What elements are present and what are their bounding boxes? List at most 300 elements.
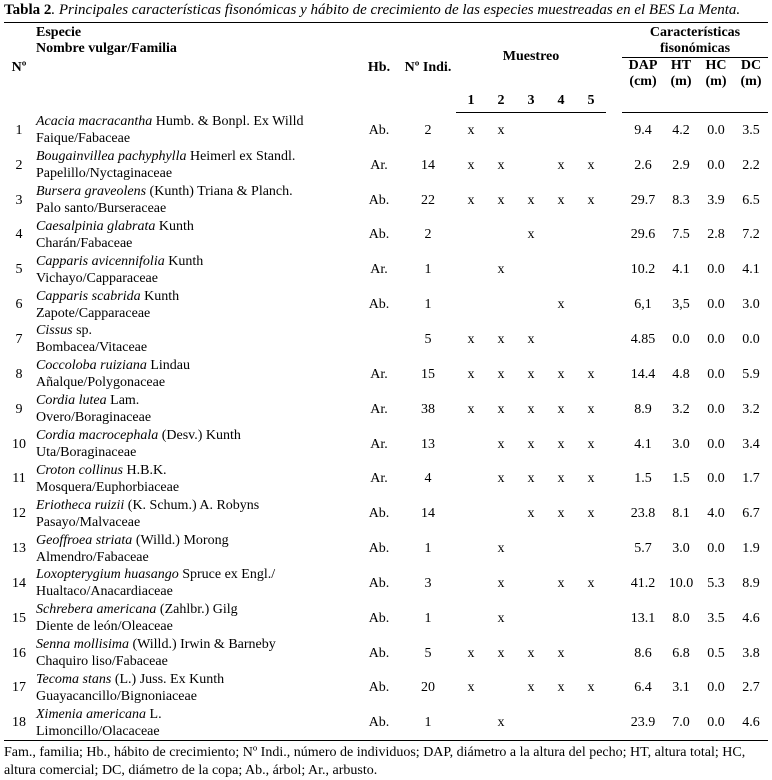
- header-m4: 4: [546, 90, 576, 113]
- sample-2-mark: x: [497, 436, 505, 452]
- sample-3-mark: x: [527, 471, 535, 487]
- table-row: [4, 496, 768, 531]
- scientific-name: Tecoma stans: [36, 671, 112, 687]
- header-no: Nº: [4, 23, 34, 113]
- dc-cell: 3.0: [742, 297, 760, 313]
- header-caracteristicas: [622, 23, 768, 58]
- sample-5-mark: x: [587, 680, 595, 696]
- common-name-family: Mosquera/Euphorbiaceae: [36, 479, 180, 495]
- sample-1-mark: [456, 218, 486, 253]
- ht-cell: 4.8: [672, 366, 690, 382]
- individuals-cell: 22: [421, 192, 435, 208]
- species-author: (L.) Juss. Ex Kunth: [111, 671, 225, 687]
- ht-cell: 3.2: [672, 401, 690, 417]
- caption-text: . Principales características fisonómicas y hábito de crecimiento de las especies muestreadas en el BES La Menta.: [51, 2, 741, 18]
- dap-cell: 29.6: [630, 227, 656, 243]
- scientific-name: Eriotheca ruizii: [36, 497, 125, 513]
- dap-cell: 5.7: [634, 541, 652, 557]
- sample-4-mark: [546, 218, 576, 253]
- dap-cell: 2.6: [634, 157, 652, 173]
- sample-4-mark: [546, 113, 576, 148]
- sample-1-mark: x: [467, 366, 475, 382]
- sample-5-mark: x: [587, 471, 595, 487]
- individuals-cell: 1: [424, 297, 432, 313]
- species-line: [36, 671, 358, 688]
- header-ht: [664, 58, 698, 91]
- sample-1-mark: [456, 496, 486, 531]
- species-cell: [34, 148, 358, 183]
- ht-cell: 4.1: [672, 262, 690, 278]
- habit-cell: Ab.: [368, 575, 390, 591]
- habit-cell: Ab.: [368, 680, 390, 696]
- header-dap: [622, 58, 664, 91]
- row-number: 4: [15, 227, 23, 243]
- dap-cell: 9.4: [634, 122, 652, 138]
- header-species-line2: Nombre vulgar/Familia: [36, 41, 177, 56]
- table-row: [4, 461, 768, 496]
- species-cell: [34, 705, 358, 740]
- sample-4-mark: x: [557, 366, 565, 382]
- dc-cell: 6.7: [742, 506, 760, 522]
- sample-5-mark: [576, 218, 606, 253]
- sample-3-mark: [516, 287, 546, 322]
- sample-3-mark: x: [527, 331, 535, 347]
- species-line: [36, 392, 358, 409]
- species-line: [36, 427, 358, 444]
- sample-4-mark: [546, 531, 576, 566]
- dap-cell: 41.2: [630, 575, 656, 591]
- habit-cell: Ar.: [370, 436, 388, 452]
- table-row: [4, 601, 768, 636]
- individuals-cell: 38: [421, 401, 435, 417]
- species-author: Heimerl ex Standl.: [186, 149, 296, 165]
- ht-cell: 3.0: [672, 541, 690, 557]
- sample-5-mark: [576, 601, 606, 636]
- sample-2-mark: x: [497, 471, 505, 487]
- habit-cell: Ab.: [368, 297, 390, 313]
- dc-cell: 7.2: [742, 227, 760, 243]
- habit-cell: Ar.: [370, 471, 388, 487]
- species-cell: [34, 218, 358, 253]
- table-row: [4, 113, 768, 148]
- sample-5-mark: [576, 113, 606, 148]
- hc-cell: 3.9: [707, 192, 725, 208]
- header-m2: 2: [486, 90, 516, 113]
- habit-cell: Ab.: [368, 645, 390, 661]
- habit-cell: Ab.: [358, 705, 400, 740]
- row-number: 15: [12, 610, 26, 626]
- sample-3-mark: [516, 705, 546, 740]
- sample-1-mark: x: [467, 157, 475, 173]
- sample-3-mark: x: [527, 366, 535, 382]
- sample-1-mark: x: [467, 680, 475, 696]
- hc-cell: 3.5: [707, 610, 725, 626]
- dap-cell: 6,1: [634, 297, 652, 313]
- header-dap-line1: DAP: [628, 58, 658, 73]
- sample-1-mark: [456, 461, 486, 496]
- ht-cell: 4.2: [672, 122, 690, 138]
- species-author: (Kunth) Triana & Planch.: [146, 184, 293, 200]
- sample-4-mark: [546, 322, 576, 357]
- individuals-cell: 3: [424, 575, 432, 591]
- species-line: [36, 497, 358, 514]
- scientific-name: Capparis scabrida: [36, 288, 141, 304]
- header-dc-line2: (m): [740, 74, 762, 89]
- individuals-cell: 1: [424, 541, 432, 557]
- scientific-name: Schrebera americana: [36, 602, 157, 618]
- header-hc: [698, 58, 734, 91]
- dc-cell: 2.2: [742, 157, 760, 173]
- sample-2-mark: [486, 496, 516, 531]
- ht-cell: 2.9: [672, 157, 690, 173]
- species-author: Kunth: [164, 253, 204, 269]
- sample-2-mark: x: [497, 610, 505, 626]
- hc-cell: 0.0: [707, 262, 725, 278]
- species-line: [36, 218, 358, 235]
- sample-1-mark: [456, 601, 486, 636]
- species-author: sp.: [72, 323, 93, 339]
- habit-cell: Ar.: [370, 262, 388, 278]
- sample-4-mark: x: [557, 157, 565, 173]
- species-cell: [34, 252, 358, 287]
- individuals-cell: 5: [424, 645, 432, 661]
- individuals-cell: 2: [424, 122, 432, 138]
- individuals-cell: 1: [424, 610, 432, 626]
- row-number: 16: [12, 645, 26, 661]
- sample-3-mark: x: [527, 192, 535, 208]
- sample-5-mark: [576, 531, 606, 566]
- sample-4-mark: x: [557, 645, 565, 661]
- header-muestreo: Muestreo: [456, 23, 606, 91]
- sample-1-mark: x: [467, 122, 475, 138]
- caption-label: Tabla 2: [4, 2, 52, 18]
- scientific-name: Loxopterygium huasango: [36, 567, 179, 583]
- scientific-name: Senna mollisima: [36, 637, 129, 653]
- species-author: (Zahlbr.) Gilg: [156, 602, 238, 618]
- row-number: 12: [12, 506, 26, 522]
- ht-cell: 10.0: [668, 575, 694, 591]
- dc-cell: 2.7: [742, 680, 760, 696]
- species-cell: [34, 322, 358, 357]
- document-page: [4, 0, 768, 780]
- species-line: [36, 253, 358, 270]
- scientific-name: Ximenia americana: [36, 706, 147, 722]
- sample-2-mark: x: [497, 366, 505, 382]
- sample-1-mark: [456, 566, 486, 601]
- habit-cell: Ar.: [370, 366, 388, 382]
- dc-cell: 4.1: [742, 262, 760, 278]
- dc-cell: 3.8: [742, 645, 760, 661]
- table-header: [4, 23, 768, 113]
- species-author: L.: [146, 706, 162, 722]
- sample-3-mark: x: [527, 506, 535, 522]
- common-name-family: Almendro/Fabaceae: [36, 549, 149, 565]
- dap-cell: 29.7: [630, 192, 656, 208]
- hc-cell: 0.0: [698, 705, 734, 740]
- dap-cell: 1.5: [634, 471, 652, 487]
- scientific-name: Cordia lutea: [36, 393, 107, 409]
- sample-5-mark: x: [587, 436, 595, 452]
- habit-cell: Ab.: [368, 610, 390, 626]
- table-row: [4, 636, 768, 671]
- ht-cell: 8.3: [672, 192, 690, 208]
- common-name-family: Vichayo/Capparaceae: [36, 270, 158, 286]
- dc-cell: 3.2: [742, 401, 760, 417]
- dap-cell: 14.4: [630, 366, 656, 382]
- hc-cell: 0.0: [707, 436, 725, 452]
- individuals-cell: 14: [421, 157, 435, 173]
- hc-cell: 0.0: [707, 401, 725, 417]
- scientific-name: Geoffroea striata: [36, 532, 133, 548]
- hc-cell: 0.0: [707, 297, 725, 313]
- header-dc-line1: DC: [740, 58, 762, 73]
- sample-5-mark: x: [587, 192, 595, 208]
- individuals-cell: 5: [424, 331, 432, 347]
- table-row: [4, 531, 768, 566]
- table-body: [4, 113, 768, 741]
- species-author: Spruce ex Engl./: [178, 567, 276, 583]
- sample-4-mark: [546, 252, 576, 287]
- sample-2-mark: x: [486, 705, 516, 740]
- header-car-line2: fisonómicas: [660, 41, 731, 56]
- species-cell: [34, 427, 358, 462]
- species-author: H.B.K.: [123, 462, 167, 478]
- habit-cell: Ab.: [368, 122, 390, 138]
- dap-cell: 8.6: [634, 645, 652, 661]
- sample-2-mark: x: [497, 192, 505, 208]
- table-row: [4, 705, 768, 740]
- common-name-family: Guayacancillo/Bignoniaceae: [36, 688, 197, 704]
- sample-5-mark: [576, 636, 606, 671]
- dap-cell: 6.4: [634, 680, 652, 696]
- header-ht-line1: HT: [670, 58, 692, 73]
- habit-cell: [358, 322, 400, 357]
- hc-cell: 0.0: [707, 680, 725, 696]
- species-author: Lam.: [106, 393, 140, 409]
- common-name-family: Hualtaco/Anacardiaceae: [36, 584, 173, 600]
- ht-cell: 3,5: [672, 297, 690, 313]
- table-row: [4, 392, 768, 427]
- ht-cell: 7.5: [672, 227, 690, 243]
- common-name-family: Zapote/Capparaceae: [36, 305, 151, 321]
- habit-cell: Ab.: [368, 227, 390, 243]
- individuals-cell: 20: [421, 680, 435, 696]
- sample-1-mark: [456, 287, 486, 322]
- dap-cell: 8.9: [634, 401, 652, 417]
- row-number: 5: [15, 262, 23, 278]
- common-name-family: Diente de león/Oleaceae: [36, 619, 173, 635]
- sample-1-mark: x: [467, 331, 475, 347]
- sample-3-mark: [516, 252, 546, 287]
- sample-2-mark: x: [497, 645, 505, 661]
- individuals-cell: 13: [421, 436, 435, 452]
- dc-cell: 5.9: [742, 366, 760, 382]
- row-number: 6: [15, 297, 23, 313]
- row-number: 8: [15, 366, 23, 382]
- dc-cell: 4.6: [734, 705, 768, 740]
- sample-2-mark: x: [497, 157, 505, 173]
- ht-cell: 8.1: [672, 506, 690, 522]
- header-car-line1: Características: [649, 25, 741, 40]
- sample-4-mark: x: [557, 575, 565, 591]
- header-ind: Nº Indi.: [400, 23, 456, 113]
- individuals-cell: 15: [421, 366, 435, 382]
- sample-3-mark: [516, 566, 546, 601]
- species-cell: [34, 636, 358, 671]
- ht-cell: 3.0: [672, 436, 690, 452]
- individuals-cell: 1: [400, 705, 456, 740]
- sample-3-mark: x: [527, 680, 535, 696]
- dc-cell: 0.0: [742, 331, 760, 347]
- species-author: Lindau: [146, 358, 190, 374]
- common-name-family: Charán/Fabaceae: [36, 235, 133, 251]
- sample-2-mark: [486, 671, 516, 706]
- scientific-name: Croton collinus: [36, 462, 123, 478]
- table-row: [4, 252, 768, 287]
- table-row: [4, 427, 768, 462]
- species-cell: [34, 531, 358, 566]
- scientific-name: Acacia macracantha: [36, 114, 153, 130]
- individuals-cell: 14: [421, 506, 435, 522]
- sample-4-mark: x: [557, 436, 565, 452]
- sample-4-mark: x: [557, 297, 565, 313]
- common-name-family: Chaquiro liso/Fabaceae: [36, 654, 168, 670]
- header-m1: 1: [456, 90, 486, 113]
- species-cell: [34, 183, 358, 218]
- sample-5-mark: x: [587, 157, 595, 173]
- table-row: [4, 218, 768, 253]
- row-number: 10: [12, 436, 26, 452]
- dap-cell: 10.2: [630, 262, 656, 278]
- sample-1-mark: [456, 252, 486, 287]
- row-number: 9: [15, 401, 23, 417]
- common-name-family: Faique/Fabaceae: [36, 131, 131, 147]
- species-author: Kunth: [155, 218, 194, 234]
- sample-2-mark: x: [497, 575, 505, 591]
- ht-cell: 1.5: [672, 471, 690, 487]
- ht-cell: 7.0: [664, 705, 698, 740]
- header-m3: 3: [516, 90, 546, 113]
- species-line: [36, 532, 358, 549]
- dap-cell: 23.8: [630, 506, 656, 522]
- ht-cell: 0.0: [672, 331, 690, 347]
- species-cell: [34, 392, 358, 427]
- dc-cell: 8.9: [742, 575, 760, 591]
- sample-4-mark: x: [557, 680, 565, 696]
- sample-4-mark: x: [557, 401, 565, 417]
- hc-cell: 5.3: [707, 575, 725, 591]
- dap-cell: 4.85: [630, 331, 656, 347]
- scientific-name: Capparis avicennifolia: [36, 253, 165, 269]
- header-dap-line2: (cm): [629, 74, 657, 89]
- dc-cell: 1.9: [742, 541, 760, 557]
- habit-cell: Ar.: [370, 401, 388, 417]
- species-author: (Desv.) Kunth: [158, 428, 241, 444]
- table-row: [4, 671, 768, 706]
- common-name-family: Bombacea/Vitaceae: [36, 340, 148, 356]
- sample-1-mark: x: [467, 645, 475, 661]
- species-author: Kunth: [140, 288, 180, 304]
- sample-1-mark: [456, 427, 486, 462]
- dc-cell: 3.5: [742, 122, 760, 138]
- scientific-name: Cordia macrocephala: [36, 428, 159, 444]
- sample-5-mark: x: [587, 401, 595, 417]
- scientific-name: Bursera graveolens: [36, 184, 147, 200]
- hc-cell: 0.0: [707, 471, 725, 487]
- ht-cell: 8.0: [672, 610, 690, 626]
- sample-3-mark: [516, 148, 546, 183]
- header-m5: 5: [576, 90, 606, 113]
- species-cell: [34, 496, 358, 531]
- species-author: (Willd.) Morong: [132, 532, 229, 548]
- species-author: (K. Schum.) A. Robyns: [124, 497, 260, 513]
- row-number: 11: [12, 471, 26, 487]
- common-name-family: Papelillo/Nyctaginaceae: [36, 166, 173, 182]
- sample-1-mark: [456, 705, 486, 740]
- hc-cell: 0.0: [707, 366, 725, 382]
- dc-cell: 6.5: [742, 192, 760, 208]
- sample-5-mark: [576, 705, 606, 740]
- table-row: [4, 322, 768, 357]
- scientific-name: Coccoloba ruiziana: [36, 358, 147, 374]
- table-row: [4, 183, 768, 218]
- hc-cell: 2.8: [707, 227, 725, 243]
- header-species: [34, 23, 358, 113]
- sample-4-mark: x: [557, 192, 565, 208]
- species-line: [36, 706, 358, 723]
- sample-1-mark: x: [467, 401, 475, 417]
- header-dc: [734, 58, 768, 91]
- dap-cell: 4.1: [634, 436, 652, 452]
- common-name-family: Palo santo/Burseraceae: [36, 201, 167, 217]
- species-line: [36, 288, 358, 305]
- ht-cell: 3.1: [672, 680, 690, 696]
- sample-2-mark: [486, 218, 516, 253]
- row-number: 13: [12, 541, 26, 557]
- sample-3-mark: x: [527, 436, 535, 452]
- sample-2-mark: x: [497, 541, 505, 557]
- sample-1-mark: x: [467, 192, 475, 208]
- row-number: 18: [4, 705, 34, 740]
- header-species-line1: Especie: [36, 25, 82, 40]
- species-cell: [34, 671, 358, 706]
- sample-2-mark: [486, 287, 516, 322]
- sample-3-mark: x: [527, 227, 535, 243]
- hc-cell: 0.0: [707, 541, 725, 557]
- species-line: [36, 566, 358, 583]
- sample-5-mark: x: [587, 366, 595, 382]
- species-cell: [34, 113, 358, 148]
- species-author: Humb. & Bonpl. Ex Willd: [152, 114, 304, 130]
- row-number: 14: [12, 575, 26, 591]
- ht-cell: 6.8: [672, 645, 690, 661]
- sample-3-mark: [516, 601, 546, 636]
- common-name-family: Limoncillo/Olacaceae: [36, 723, 160, 739]
- sample-5-mark: [576, 287, 606, 322]
- hc-cell: 0.0: [707, 331, 725, 347]
- sample-2-mark: x: [497, 401, 505, 417]
- sample-3-mark: [516, 113, 546, 148]
- table-footnote: Fam., familia; Hb., hábito de crecimiento; Nº Indi., número de individuos; DAP, diámetro a la altura del pecho; HT, altura total; HC, altura comercial; DC, diámetro de la copa; Ab., árbol; Ar., arbusto.: [4, 745, 746, 779]
- habit-cell: Ab.: [368, 192, 390, 208]
- dap-cell: 23.9: [622, 705, 664, 740]
- sample-4-mark: [546, 601, 576, 636]
- row-number: 17: [12, 680, 26, 696]
- row-number: 2: [15, 157, 23, 173]
- sample-3-mark: x: [527, 645, 535, 661]
- sample-4-mark: x: [557, 506, 565, 522]
- species-author: (Willd.) Irwin & Barneby: [128, 637, 276, 653]
